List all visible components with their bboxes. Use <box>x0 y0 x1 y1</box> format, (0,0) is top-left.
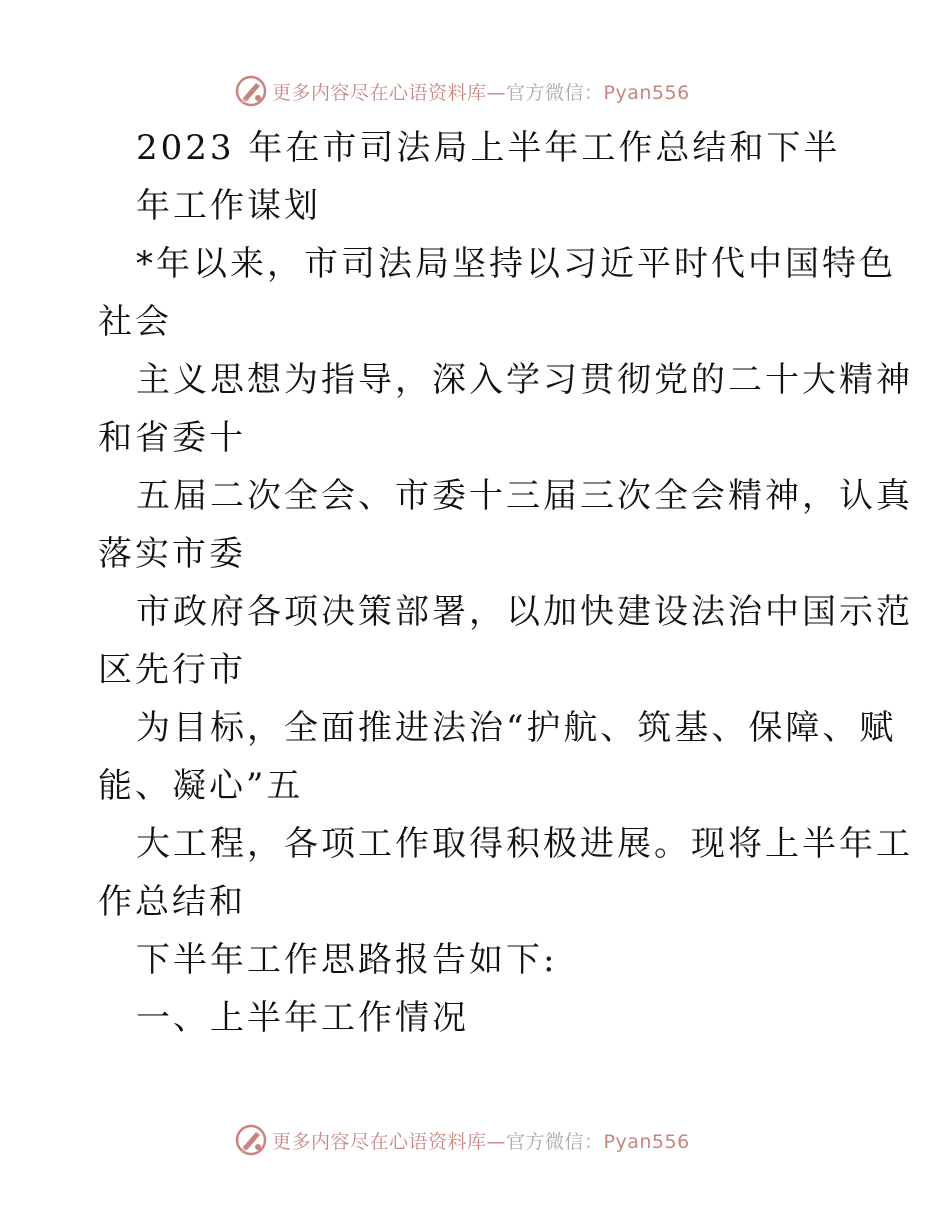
watermark-brand: 更多内容尽在心语资料库 <box>272 1130 487 1153</box>
paragraph-line: 大工程，各项工作取得积极进展。现将上半年工 <box>136 824 913 864</box>
watermark-brand: 更多内容尽在心语资料库 <box>272 81 487 104</box>
paragraph-line: 为目标，全面推进法治“护航、筑基、保障、赋 <box>136 708 897 748</box>
watermark-header <box>234 74 690 108</box>
document-title-line-2: 年工作谋划 <box>136 186 321 226</box>
paragraph-line: 五届二次全会、市委十三届三次全会精神，认真 <box>136 476 913 516</box>
watermark-text <box>272 78 690 105</box>
document-title-line-1: 2023 年在市司法局上半年工作总结和下半 <box>136 128 841 168</box>
paragraph-line: 能、凝心”五 <box>98 766 304 806</box>
watermark-footer <box>234 1123 690 1157</box>
watermark-separator: — <box>486 81 507 104</box>
paragraph-line: 社会 <box>98 302 172 342</box>
paragraph-line: 区先行市 <box>98 650 246 690</box>
watermark-separator: — <box>486 1130 507 1153</box>
watermark-label: 官方微信： <box>506 81 604 104</box>
watermark-wechat-id: Pyan556 <box>603 1130 690 1153</box>
paragraph-line: 市政府各项决策部署，以加快建设法治中国示范 <box>136 592 913 632</box>
watermark-label: 官方微信： <box>506 1130 604 1153</box>
paragraph-line: 作总结和 <box>98 882 246 922</box>
paragraph-line: 主义思想为指导，深入学习贯彻党的二十大精神 <box>136 360 913 400</box>
paragraph-line: *年以来，市司法局坚持以习近平时代中国特色 <box>136 244 896 284</box>
pen-logo-icon <box>234 74 268 108</box>
section-heading: 一、上半年工作情况 <box>136 998 469 1038</box>
paragraph-line: 落实市委 <box>98 534 246 574</box>
watermark-wechat-id: Pyan556 <box>603 81 690 104</box>
paragraph-line: 下半年工作思路报告如下: <box>136 940 558 980</box>
watermark-text <box>272 1127 690 1154</box>
paragraph-line: 和省委十 <box>98 418 246 458</box>
pen-logo-icon <box>234 1123 268 1157</box>
